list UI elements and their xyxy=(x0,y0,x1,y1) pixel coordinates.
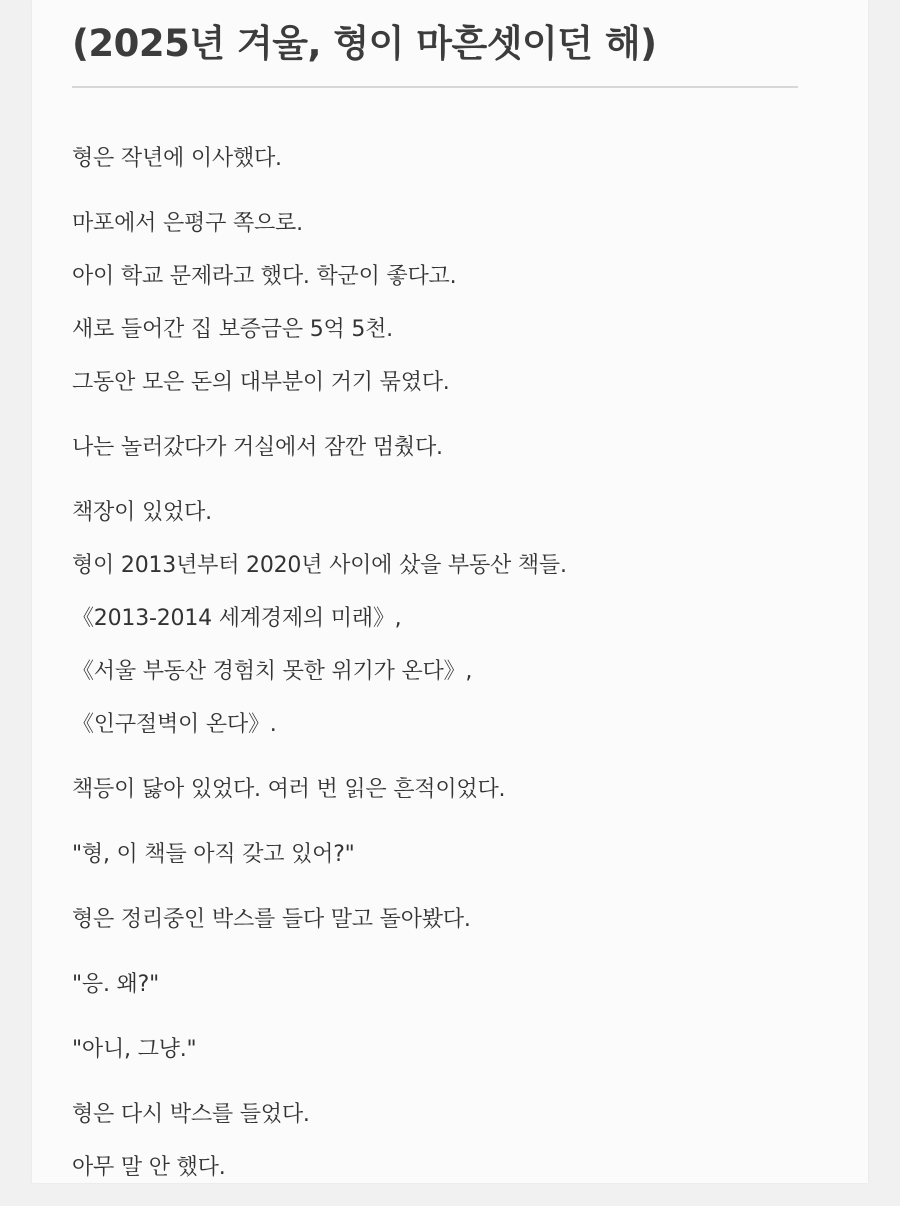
article-page xyxy=(32,0,868,1183)
article-title: (2025년 겨울, 형이 마흔셋이던 해) xyxy=(72,22,657,65)
text-line: 그동안 모은 돈의 대부분이 거기 묶였다. xyxy=(72,370,450,395)
article-body xyxy=(72,132,832,1206)
paragraph-7 xyxy=(72,893,832,946)
paragraph-8 xyxy=(72,958,832,1011)
paragraph-4 xyxy=(72,486,832,751)
text-line: 새로 들어간 집 보증금은 5억 5천. xyxy=(72,317,393,342)
text-line: 형은 정리중인 박스를 들다 말고 돌아봤다. xyxy=(72,907,471,932)
text-line: 마포에서 은평구 쪽으로. xyxy=(72,211,303,236)
dialogue-line: "응. 왜?" xyxy=(72,972,160,997)
book-title-line: 《서울 부동산 경험치 못한 위기가 온다》, xyxy=(72,659,473,684)
text-line: 책장이 있었다. xyxy=(72,500,212,525)
text-line: 형은 다시 박스를 들었다. xyxy=(72,1102,310,1127)
text-line: 형이 2013년부터 2020년 사이에 샀을 부동산 책들. xyxy=(72,553,567,578)
paragraph-10 xyxy=(72,1088,832,1194)
title-divider xyxy=(72,86,798,88)
text-line: 아무 말 안 했다. xyxy=(72,1155,226,1180)
dialogue-line: "형, 이 책들 아직 갖고 있어?" xyxy=(72,842,355,867)
book-title-line: 《인구절벽이 온다》. xyxy=(72,712,277,737)
paragraph-9 xyxy=(72,1023,832,1076)
dialogue-line: "아니, 그냥." xyxy=(72,1037,197,1062)
paragraph-2 xyxy=(72,197,832,409)
paragraph-6 xyxy=(72,828,832,881)
book-title-line: 《2013-2014 세계경제의 미래》, xyxy=(72,606,402,631)
text-line: 책등이 닳아 있었다. 여러 번 읽은 흔적이었다. xyxy=(72,777,506,802)
text-line: 아이 학교 문제라고 했다. 학군이 좋다고. xyxy=(72,264,457,289)
paragraph-3 xyxy=(72,421,832,474)
text-line: 형은 작년에 이사했다. xyxy=(72,146,282,171)
text-line: 나는 놀러갔다가 거실에서 잠깐 멈췄다. xyxy=(72,435,443,460)
paragraph-5 xyxy=(72,763,832,816)
paragraph-1 xyxy=(72,132,832,185)
